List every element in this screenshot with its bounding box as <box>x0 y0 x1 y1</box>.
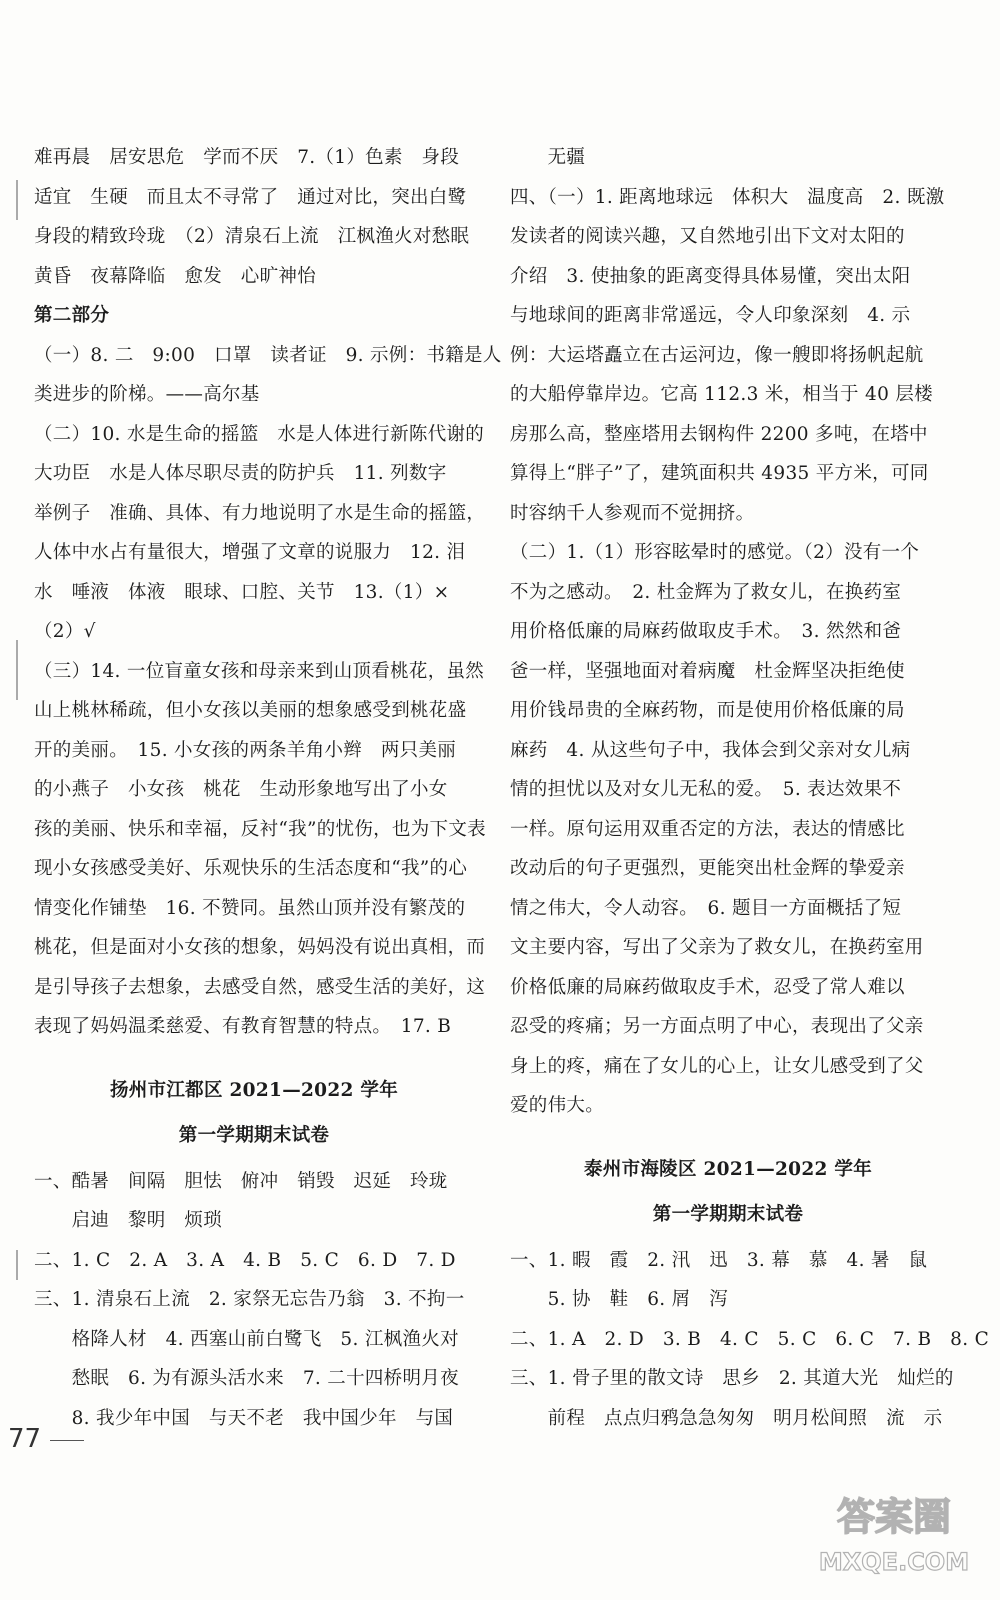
right-column <box>510 138 990 1438</box>
text-line: 一、1. 暇 霞 2. 汛 迅 3. 幕 慕 4. 暑 鼠 <box>510 1249 928 1271</box>
text-line: 用价格低廉的局麻药做取皮手术。 3. 然然和爸 <box>510 621 902 642</box>
text-line: 用价钱昂贵的全麻药物，而是使用价格低廉的局 <box>510 700 905 721</box>
exam-subtitle: 第一学期期末试卷 <box>652 1204 804 1225</box>
text-line: 大功臣 水是人体尽职尽责的防护兵 11. 列数字 <box>34 463 447 484</box>
text-line: 情的担忧以及对女儿无私的爱。 5. 表达效果不 <box>510 779 902 800</box>
text-line: 爱的伟大。 <box>510 1095 605 1116</box>
text-line: 麻药 4. 从这些句子中，我体会到父亲对女儿病 <box>510 739 911 761</box>
text-line: 二、1. A 2. D 3. B 4. C 5. C 6. C 7. B 8. C <box>510 1328 990 1350</box>
text-line: 愁眠 6. 为有源头活水来 7. 二十四桥明月夜 <box>34 1368 459 1389</box>
text-line: 改动后的句子更强烈，更能突出杜金辉的挚爱亲 <box>510 858 905 879</box>
exam-subtitle: 第一学期期末试卷 <box>178 1125 330 1146</box>
text-line: （二）1.（1）形容眩晕时的感觉。（2）没有一个 <box>510 542 920 563</box>
text-line: 三、1. 骨子里的散文诗 思乡 2. 其道大光 灿烂的 <box>510 1368 954 1389</box>
binding-mark <box>16 640 18 700</box>
text-line: 发读者的阅读兴趣，又自然地引出下文对太阳的 <box>510 226 905 247</box>
text-line: 的小燕子 小女孩 桃花 生动形象地写出了小女 <box>34 779 448 800</box>
text-line: 现小女孩感受美好、乐观快乐的生活态度和“我”的心 <box>34 858 468 879</box>
text-line: 房那么高，整座塔用去钢构件 2200 多吨，在塔中 <box>510 423 928 445</box>
text-line: 的大船停靠岸边。它高 112.3 米，相当于 40 层楼 <box>510 384 933 405</box>
text-line: 开的美丽。 15. 小女孩的两条羊角小辫 两只美丽 <box>34 739 457 761</box>
answer-block-exam1 <box>34 1162 474 1439</box>
text-line: 前程 点点归鸦急急匆匆 明月松间照 流 示 <box>510 1407 943 1429</box>
text-line: 适宜 生硬 而且太不寻常了 通过对比，突出白鹭 <box>34 186 467 208</box>
text-line: 文主要内容，写出了父亲为了救女儿，在换药室用 <box>510 937 924 958</box>
text-line: 孩的美丽、快乐和幸福，反衬“我”的忧伤，也为下文表 <box>34 818 486 840</box>
watermark-logo <box>810 1488 978 1580</box>
text-line: 算得上“胖子”了，建筑面积共 4935 平方米，可同 <box>510 463 929 484</box>
text-line: （三）14. 一位盲童女孩和母亲来到山顶看桃花，虽然 <box>34 660 485 682</box>
text-line: 身上的疼，痛在了女儿的心上，让女儿感受到了父 <box>510 1055 924 1077</box>
text-line: 启迪 黎明 烦琐 <box>34 1210 223 1231</box>
text-line: 情变化作铺垫 16. 不赞同。虽然山顶并没有繁茂的 <box>34 897 466 919</box>
text-line: 表现了妈妈温柔慈爱、有教育智慧的特点。 17. B <box>34 1016 452 1037</box>
text-line: 四、（一）1. 距离地球远 体积大 温度高 2. 既激 <box>510 186 945 208</box>
binding-mark <box>16 1250 18 1280</box>
text-line: 情之伟大，令人动容。 6. 题目一方面概括了短 <box>510 897 902 919</box>
exam-title: 扬州市江都区 2021—2022 学年 <box>109 1079 399 1101</box>
watermark-text: 答案圈 <box>836 1495 952 1539</box>
page-number-dash <box>50 1440 84 1441</box>
text-line: 山上桃林稀疏，但小女孩以美丽的想象感受到桃花盛 <box>34 700 467 721</box>
text-line: 一、酷暑 间隔 胆怯 俯冲 销毁 迟延 玲珑 <box>34 1170 448 1192</box>
text-line: 举例子 准确、具体、有力地说明了水是生命的摇篮， <box>34 502 486 524</box>
exam-title: 泰州市海陵区 2021—2022 学年 <box>583 1158 873 1180</box>
text-line: 身段的精致玲珑 （2）清泉石上流 江枫渔火对愁眠 <box>34 226 470 247</box>
watermark-url: MXQE.COM <box>818 1548 970 1576</box>
text-line: 例：大运塔矗立在古运河边，像一艘即将扬帆起航 <box>510 344 924 366</box>
answer-block-part1 <box>34 138 474 296</box>
answer-block-part3 <box>510 138 946 1126</box>
page-number: 77 <box>8 1424 42 1454</box>
text-line: 不为之感动。 2. 杜金辉为了救女儿，在换药室 <box>510 581 902 603</box>
text-line: 三、1. 清泉石上流 2. 家祭无忘告乃翁 3. 不拘一 <box>34 1289 465 1310</box>
text-line: 水 唾液 体液 眼球、口腔、关节 13.（1）× <box>34 581 450 603</box>
left-column <box>34 138 502 1438</box>
text-line: 爸一样，坚强地面对着病魔 杜金辉坚决拒绝使 <box>510 660 905 682</box>
text-line: （2）√ <box>34 621 96 642</box>
text-line: 格降人材 4. 西塞山前白鹭飞 5. 江枫渔火对 <box>34 1328 459 1350</box>
text-line: 与地球间的距离非常遥远，令人印象深刻 4. 示 <box>510 305 911 326</box>
text-line: 5. 协 鞋 6. 屑 泻 <box>510 1289 729 1310</box>
text-line: 桃花，但是面对小女孩的想象，妈妈没有说出真相，而 <box>34 937 486 958</box>
text-line: 类进步的阶梯。——高尔基 <box>34 384 260 405</box>
text-line: 二、1. C 2. A 3. A 4. B 5. C 6. D 7. D <box>34 1249 456 1271</box>
text-line: （二）10. 水是生命的摇篮 水是人体进行新陈代谢的 <box>34 423 485 445</box>
answer-block-exam2 <box>510 1241 990 1439</box>
text-line: 忍受的疼痛；另一方面点明了中心，表现出了父亲 <box>510 1016 924 1037</box>
text-line: 是引导孩子去想象，去感受自然，感受生活的美好，这 <box>34 976 486 998</box>
text-line: 价格低廉的局麻药做取皮手术，忍受了常人难以 <box>510 976 905 998</box>
text-line: 时容纳千人参观而不觉拥挤。 <box>510 502 755 524</box>
text-line: 8. 我少年中国 与天不老 我中国少年 与国 <box>34 1407 454 1429</box>
answer-block-part2 <box>34 336 502 1047</box>
text-line: 人体中水占有量很大，增强了文章的说服力 12. 泪 <box>34 542 466 563</box>
text-line: 介绍 3. 使抽象的距离变得具体易懂，突出太阳 <box>510 265 911 287</box>
text-line: 难再晨 居安思危 学而不厌 7.（1）色素 身段 <box>34 147 460 168</box>
text-line: 无疆 <box>510 147 586 168</box>
binding-mark <box>16 180 18 220</box>
text-line: （一）8. 二 9:00 口罩 读者证 9. 示例：书籍是人 <box>34 344 502 366</box>
text-line: 一样。原句运用双重否定的方法，表达的情感比 <box>510 818 905 840</box>
section-title: 第二部分 <box>34 305 110 326</box>
text-line: 黄昏 夜幕降临 愈发 心旷神怡 <box>34 265 317 287</box>
